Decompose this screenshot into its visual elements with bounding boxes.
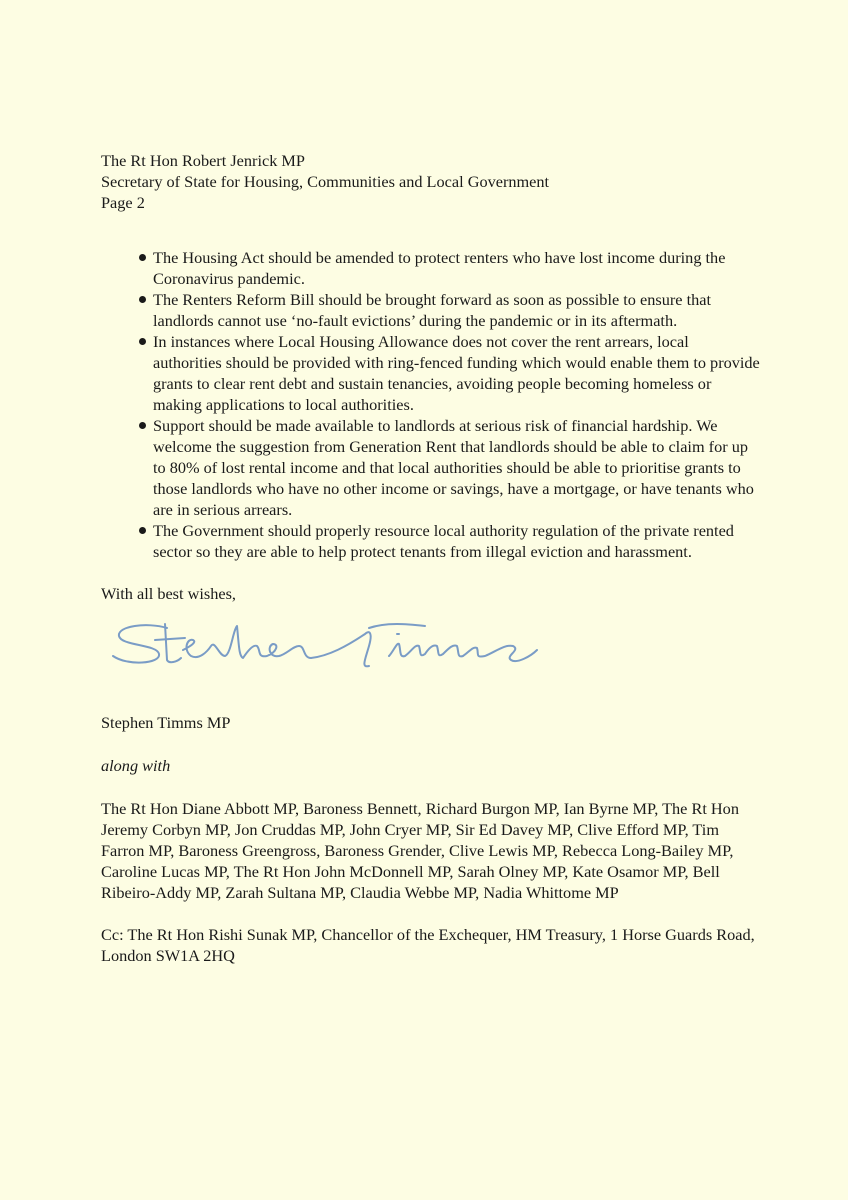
cc-line: Cc: The Rt Hon Rishi Sunak MP, Chancellor of the Exchequer, HM Treasury, 1 Horse Guards Road, London SW1A 2HQ [101,925,755,965]
list-item: In instances where Local Housing Allowance does not cover the rent arrears, local authorities should be provided with ring-fenced funding which would enable them to provide grants to clear rent debt and sustain tenancies, avoiding people becoming homeless or making applications to local authorities. [101,331,761,415]
signature-stroke [113,625,167,662]
signature-stroke [311,632,371,666]
signature-stroke [389,644,537,661]
page-number: Page 2 [101,193,145,212]
list-item: The Housing Act should be amended to protect renters who have lost income during the Coronavirus pandemic. [101,247,761,289]
list-item: Support should be made available to landlords at serious risk of financial hardship. We welcome the suggestion from Generation Rent that landlords should be able to claim for up to 80% of lost rental income and that local authorities should be able to prioritise grants to those landlords who have no other income or savings, have a mortgage, or have tenants who are in serious arrears. [101,415,761,520]
signature-stroke [155,638,185,640]
cosigners-list: The Rt Hon Diane Abbott MP, Baroness Bennett, Richard Burgon MP, Ian Byrne MP, The Rt Hon Jeremy Corbyn MP, Jon Cruddas MP, John Cryer MP, Sir Ed Davey MP, Clive Efford MP, Tim Farron MP, Baroness Greengross, Baroness Grender, Clive Lewis MP, Rebecca Long-Bailey MP, Caroline Lucas MP, The Rt Hon John McDonnell MP, Sarah Olney MP, Kate Osamor MP, Bell Ribeiro-Addy MP, Zarah Sultana MP, Claudia Webbe MP, Nadia Whittome MP [101,799,739,902]
letter-header [101,150,761,213]
addressee-position: Secretary of State for Housing, Communities and Local Government [101,172,550,191]
signer-name: Stephen Timms MP [101,713,231,732]
letter-page [101,150,761,966]
signature-stroke [369,624,425,628]
signature-stroke [183,626,311,658]
signature [107,616,547,686]
recommendations-list [101,247,761,562]
list-item: The Renters Reform Bill should be brought forward as soon as possible to ensure that landlords cannot use ‘no-fault evictions’ during the pandemic or in its aftermath. [101,289,761,331]
signature-stroke [165,624,181,662]
list-item: The Government should properly resource local authority regulation of the private rented sector so they are able to help protect tenants from illegal eviction and harassment. [101,520,761,562]
addressee: The Rt Hon Robert Jenrick MP [101,151,305,170]
closing-line: With all best wishes, [101,584,237,603]
along-with-label: along with [101,756,171,775]
